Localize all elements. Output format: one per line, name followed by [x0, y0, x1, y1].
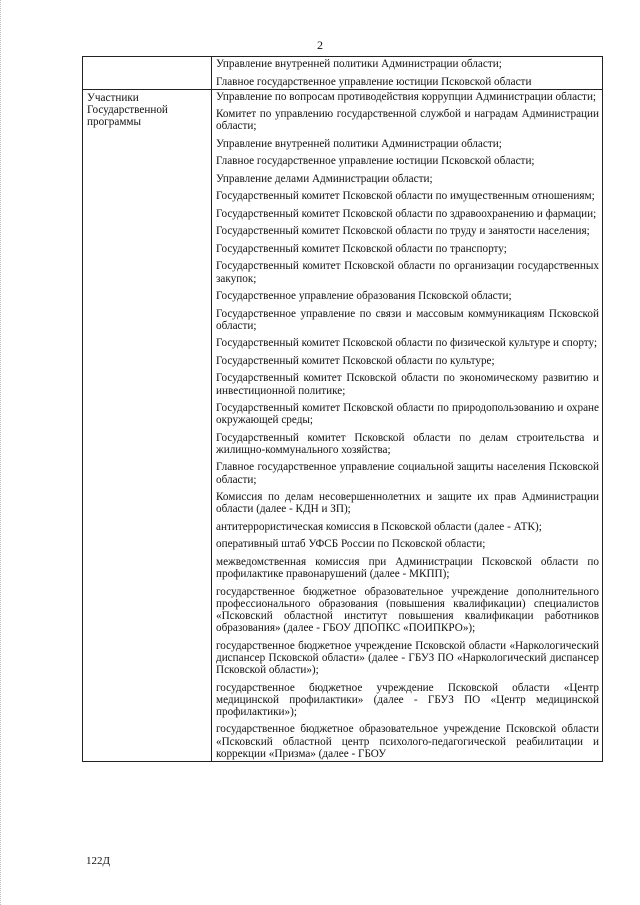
table-cell-items	[212, 57, 603, 90]
list-item: антитеррористическая комиссия в Псковской области (далее - АТК);	[216, 520, 542, 533]
list-item: Главное государственное управление юстиции Псковской области;	[216, 155, 535, 168]
list-item: Управление внутренней политики Администрации области;	[216, 58, 502, 70]
page-number: 2	[317, 38, 323, 52]
participants-list-cell	[212, 89, 603, 761]
list-item: Государственный комитет Псковской области по экономическому развитию и инвестиционной политике;	[216, 372, 599, 397]
list-item: Государственный комитет Псковской области по делам строительства и жилищно-коммунального хозяйства;	[216, 431, 599, 456]
list-item: Государственный комитет Псковской области по транспорту;	[216, 242, 507, 255]
list-item: государственное бюджетное учреждение Псковской области «Центр медицинской профилактики» (далее - ГБУЗ ПО «Центр медицинской профилактики»);	[216, 681, 599, 718]
list-item: Государственное управление образования Псковской области;	[216, 290, 512, 303]
table-row	[83, 89, 603, 761]
list-item: государственное бюджетное образовательное учреждение дополнительного профессионального образования (повышения квалификации) специалистов «Псковский областной институт повышения квалификации работников образования» (далее - ГБОУ ДПОПКС «ПОИПКРО»);	[216, 585, 599, 635]
scan-edge	[0, 0, 4, 905]
participants-label-cell	[83, 89, 212, 761]
list-item: Государственный комитет Псковской области по труду и занятости населения;	[216, 225, 590, 238]
list-item: Государственный комитет Псковской области по имущественным отношениям;	[216, 190, 595, 203]
list-item: Государственный комитет Псковской области по природопользованию и охране окружающей среды;	[216, 402, 599, 427]
list-item: Управление внутренней политики Администрации области;	[216, 137, 502, 150]
list-item: государственное бюджетное учреждение Псковской области «Наркологический диспансер Псковской области» (далее - ГБУЗ ПО «Наркологический диспансер Псковской области»);	[216, 639, 599, 677]
list-item: Государственный комитет Псковской области по организации государственных закупок;	[216, 260, 599, 285]
program-table	[82, 56, 603, 762]
list-item: Управление по вопросам противодействия коррупции Администрации области;	[216, 90, 597, 103]
list-item: Комитет по управлению государственной службой и наградам Администрации области;	[216, 108, 599, 133]
list-item: межведомственная комиссия при Администрации Псковской области по профилактике правонарушений (далее - МКПП);	[216, 555, 599, 581]
list-item: государственное бюджетное образовательное учреждение Псковской области «Псковский областной центр психолого-педагогической реабилитации и коррекции «Призма» (далее - ГБОУ	[216, 723, 599, 760]
list-item: Государственное управление по связи и массовым коммуникациям Псковской области;	[216, 307, 599, 332]
list-item: Главное государственное управление социальной защиты населения Псковской области;	[216, 461, 599, 486]
footer-code: 122Д	[86, 855, 111, 867]
table-cell-empty	[83, 57, 212, 90]
list-item: Государственный комитет Псковской области по культуре;	[216, 354, 495, 367]
table-row	[83, 57, 603, 90]
list-item: Главное государственное управление юстиции Псковской области	[216, 75, 532, 88]
list-item: Государственный комитет Псковской области по здравоохранению и фармации;	[216, 207, 597, 220]
participants-label: Участники Государственной программы	[87, 91, 168, 129]
list-item: оперативный штаб УФСБ России по Псковской области;	[216, 538, 486, 551]
list-item: Государственный комитет Псковской области по физической культуре и спорту;	[216, 337, 598, 350]
list-item: Комиссия по делам несовершеннолетних и защите их прав Администрации области (далее - КДН и ЗП);	[216, 491, 599, 516]
list-item: Управление делами Администрации области;	[216, 172, 433, 185]
